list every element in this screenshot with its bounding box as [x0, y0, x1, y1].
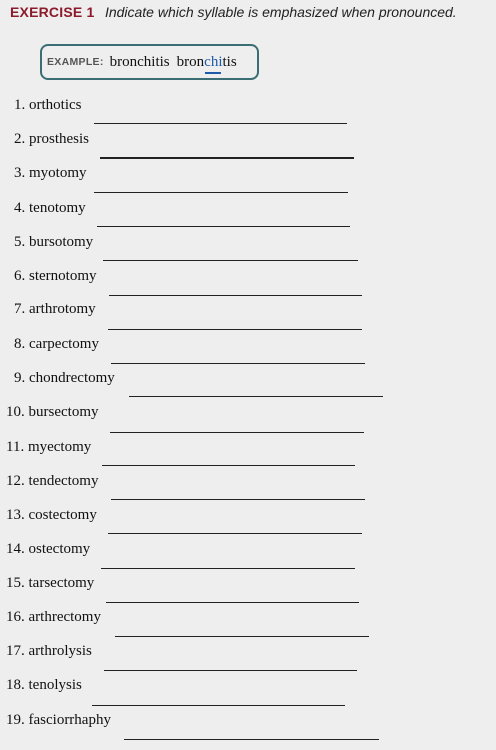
example-box	[40, 44, 259, 80]
exercise-instruction: Indicate which syllable is emphasized when pronounced.	[104, 4, 457, 20]
exercise-label: EXERCISE 1	[10, 4, 95, 20]
answer-line[interactable]	[110, 432, 364, 433]
answer-line[interactable]	[92, 705, 345, 706]
exercise-item: 10. bursectomy	[6, 404, 99, 420]
example-word: bronchitis	[109, 53, 170, 70]
answer-line[interactable]	[94, 123, 347, 124]
answer-line[interactable]	[111, 499, 365, 500]
answer-line[interactable]	[97, 226, 350, 227]
exercise-item: 3. myotomy	[14, 165, 87, 181]
exercise-item: 12. tendectomy	[6, 473, 99, 489]
exercise-item: 13. costectomy	[6, 507, 97, 523]
example-stressed-syllable: chi	[204, 53, 223, 70]
answer-line[interactable]	[103, 260, 358, 261]
answer-line[interactable]	[111, 363, 365, 364]
answer-line[interactable]	[106, 602, 359, 603]
exercise-header	[10, 4, 457, 22]
exercise-item: 11. myectomy	[6, 439, 92, 455]
exercise-item: 19. fasciorrhaphy	[6, 712, 111, 728]
exercise-item: 9. chondrectomy	[14, 370, 115, 386]
example-answer-before: bron	[176, 53, 205, 70]
answer-line[interactable]	[108, 329, 362, 330]
exercise-item: 1. orthotics	[14, 97, 82, 113]
exercise-item: 7. arthrotomy	[14, 301, 96, 317]
answer-line[interactable]	[129, 396, 383, 397]
example-answer	[177, 54, 237, 71]
answer-line[interactable]	[101, 568, 355, 569]
exercise-item: 17. arthrolysis	[6, 643, 92, 659]
exercise-item: 4. tenotomy	[14, 200, 86, 216]
answer-line[interactable]	[104, 670, 357, 671]
answer-line[interactable]	[115, 636, 369, 637]
answer-line[interactable]	[124, 739, 379, 740]
exercise-item: 15. tarsectomy	[6, 575, 95, 591]
exercise-item: 6. sternotomy	[14, 268, 97, 284]
exercise-item: 18. tenolysis	[6, 677, 82, 693]
answer-line[interactable]	[94, 192, 348, 193]
example-answer-after: tis	[222, 53, 237, 70]
answer-line[interactable]	[108, 533, 362, 534]
exercise-item: 5. bursotomy	[14, 234, 94, 250]
answer-line[interactable]	[102, 465, 355, 466]
exercise-item: 16. arthrectomy	[6, 609, 101, 625]
example-tag: EXAMPLE:	[47, 56, 104, 68]
exercise-item: 8. carpectomy	[14, 336, 99, 352]
answer-line[interactable]	[109, 295, 362, 296]
answer-line[interactable]	[100, 157, 354, 159]
exercise-item: 14. ostectomy	[6, 541, 91, 557]
exercise-item: 2. prosthesis	[14, 131, 89, 147]
